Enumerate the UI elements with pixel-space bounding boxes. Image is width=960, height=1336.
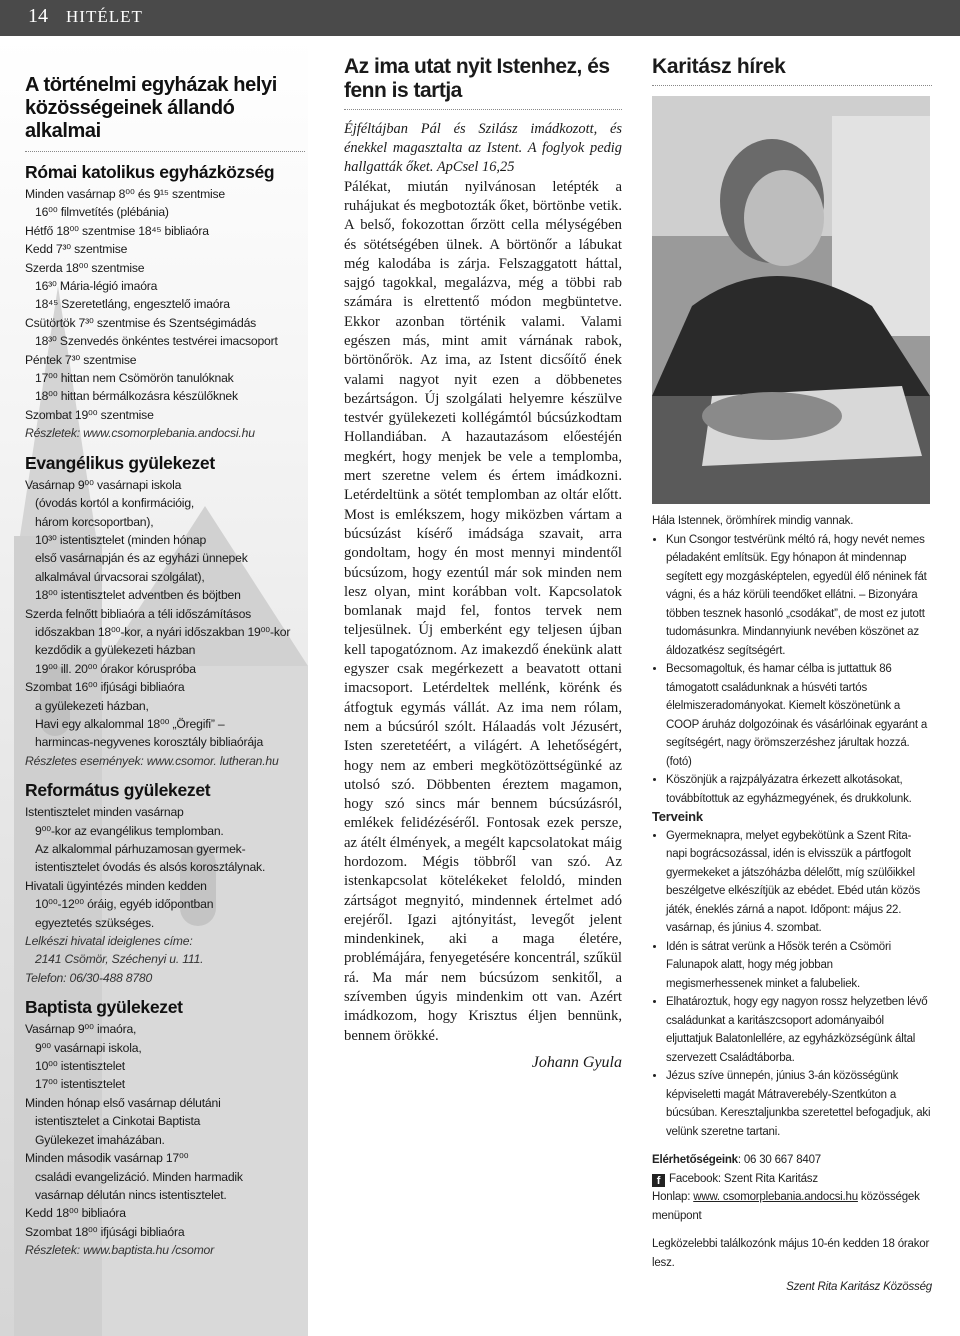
page-number: 14	[28, 5, 48, 27]
website-suffix: közösségek menüpont	[652, 1191, 920, 1222]
lutheran-heading: Evangélikus gyülekezet	[25, 452, 215, 473]
schedule-line: 18³⁰ Szenvedés önkéntes testvérei imacsoport	[35, 334, 278, 349]
catholic-website-link[interactable]: Részletek: www.csomorplebania.andocsi.hu	[25, 426, 255, 441]
reformed-heading: Református gyülekezet	[25, 780, 211, 801]
section-name: HITÉLET	[66, 7, 143, 26]
schedule-line: Szerda 18⁰⁰ szentmise	[25, 260, 145, 275]
schedule-line: 16³⁰ Mária-légió imaóra	[35, 279, 158, 294]
schedule-line: istentisztelet a Cinkotai Baptista	[35, 1114, 201, 1129]
facebook-icon: f	[652, 1174, 665, 1187]
schedule-line: alkalmával úrvacsorai szolgálat),	[35, 569, 205, 584]
schedule-line: Szombat 18⁰⁰ ifjúsági bibliaóra	[25, 1224, 185, 1239]
schedule-line: Lelkészi hivatal ideiglenes címe:	[25, 934, 193, 949]
list-item: • Elhatároztuk, hogy egy nagyon rossz helyzetben lévő családunkat a karitászcsoport adományaiból eljuttatjuk Balatonlellére, az egyházközségünk által szervezett Családtáborba.	[666, 993, 932, 1067]
website-line	[652, 1188, 932, 1225]
website-link[interactable]: www. csomorplebania.andocsi.hu	[693, 1191, 858, 1203]
news-intro: Hála Istennek, örömhírek mindig vannak.	[652, 515, 854, 527]
schedule-line: első vasárnapján és az egyházi ünnepek	[35, 551, 248, 566]
plans-list	[652, 827, 932, 1142]
schedule-line: 10⁰⁰ istentisztelet	[35, 1059, 125, 1074]
list-item: • Becsomagoltuk, és hamar célba is juttattuk 86 támogatott családunknak a húsvéti tartós élelmiszeradományokat. Kiemelt köszönetünk a COOP áruház dolgozóinak és vásárlóinak egyaránt a segítségért, nagy örömszerzéshez járultak hozzá. (fotó)	[666, 660, 932, 771]
schedule-line: Minden hónap első vasárnap délutáni	[25, 1095, 221, 1110]
schedule-line: Minden vasárnap 8⁰⁰ és 9¹⁵ szentmise	[25, 187, 226, 201]
lutheran-website-link[interactable]: Részletes események: www.csomor. lutheran.hu	[25, 753, 279, 768]
schedule-line: Telefon: 06/30-488 8780	[25, 970, 153, 985]
article-body: Pálékat, miután nyilvánosan letépték a ruhájukat és megbotozták őket, börtönbe vetik. A belső, fokozottan őrzött cella mélységében és sötétségében ülnek. A börtönőr a lábukat még kalodába is zárja. Felszaggatott háttal, sajgó tagokkal, megalázva, még a többi rab számára is elrettentő módon megbüntetve. Ekkor azonban történik valami. Valami egészen más, mint amit várnának rabok, börtönőrök. Az ima, az Istent dicsőítő ének valami nagyot nyit ezen a döbbenetes bezártságon. Új szolgálati helyemre készülve testvér gyülekezeti kollégámtól búcsúzkodtam Hollandiában. A hazautazásom előestéjén megkért, hogy menjek be vele a templomba, mert szeretne velem és értem imádkozni. Letérdeltünk a sötét templomban az oltár előtt. Most is emlékszem, hogy miközben vártam a búcsúzást kísérő imádsága szavait, arra gondoltam, hogy én most mennyi mindentől búcsúzom, hogy ezentúl már sok minden nem lesz olyan, mint korábban volt. Kapcsolatok bomlanak majd fel, fontos tervek nem teljesülnek. Új emberként egy teljesen újban kell tapogatóznom. Az imakezdő énekünk alatt egyszer csak megérkezett a beavatott ottani imacsoport. Letérdeltek mellénk, körénk és átfogtuk egymás vállát. Az ima nem rólam, nem a búcsúról szólt. Hálaadás volt Jézusért, Isten szeretetéért, a világért. A lehetőségért, hogy nem az emberi megkötözöttségünké az utolsó szó. Döbbenten éreztem magamon, hogy szó sincs már bennem búcsúzásról, emlékek felidézéséről. Fontosak ezek persze, az átélt élmények, a megélt kapcsolatokat máig hordozom. Mégis többről van szó. Az istenkapcsolat kötelékeket feloldó, minden zártságot megnyitó, mindennek értelmet adó erejéről. Igazi ajtónyitást, levegőt jelent mindenkinek, aki a maga életére, problémájára, fenyegetésére koncentrál, szűkül rá. Ma már nem búcsúzom senkitől, a szívemben úgyis mindenkim ott van. Azért imádkozom, hogy Krisztus éljen bennünk, bennem örökké.	[344, 178, 622, 1044]
left-column	[0, 36, 308, 1336]
schedule-line: 18⁰⁰ istentisztelet adventben és böjtben	[35, 588, 241, 603]
schedule-line: 2141 Csömör, Széchenyi u. 111.	[35, 952, 204, 967]
contact-phone: : 06 30 667 8407	[737, 1154, 821, 1166]
contact-label: Elérhetőségeink	[652, 1154, 738, 1166]
charity-news	[652, 512, 932, 1297]
schedule-line: Vasárnap 9⁰⁰ vasárnapi iskola	[25, 477, 182, 492]
charity-signature: Szent Rita Karitász Közösség	[786, 1281, 932, 1293]
article-title: Az ima utat nyit Istenhez, és fenn is tartja	[344, 55, 610, 102]
schedule-list	[25, 74, 305, 1260]
schedule-line: időszakban 18⁰⁰-kor, a nyári időszakban 19⁰⁰-kor	[35, 624, 291, 639]
schedule-line: 17⁰⁰ hittan nem Csömörön tanulóknak	[35, 371, 234, 386]
facebook-link[interactable]: Facebook: Szent Rita Karitász	[669, 1172, 818, 1185]
contact-line	[652, 1151, 932, 1170]
list-item: • Kun Csongor testvérünk méltó rá, hogy nevét nemes péladaként említsük. Egy hónapon át mindennap segített egy mozgásképtelen, egyedül élő néninek fát vágni, és a ház körüli teendőket ellátni. – Bizonyára többen tesznek hasonló „csodákat”, de most ez jutott tudomásunkra. Mindannyiunk nevében köszönet az áldozatkész segítségért.	[666, 531, 932, 661]
list-item: • Idén is sátrat verünk a Hősök terén a Csömöri Falunapok alatt, hogy még jobban megismerhessenek minket a falubeliek.	[666, 938, 932, 994]
schedule-line: Csütörtök 7³⁰ szentmise és Szentségimádás	[25, 315, 257, 330]
schedule-line: 10³⁰ istentisztelet (minden hónap	[35, 532, 207, 547]
schedule-line: Péntek 7³⁰ szentmise	[25, 352, 137, 367]
schedule-line: vasárnap délután nincs istentisztelet.	[35, 1187, 227, 1202]
schedule-line: a gyülekezeti házban,	[35, 698, 149, 713]
charity-column	[652, 55, 932, 1297]
schedule-line: Minden második vasárnap 17⁰⁰	[25, 1151, 189, 1166]
volunteer-photo	[652, 96, 930, 504]
article-column	[344, 55, 622, 1072]
divider	[652, 85, 932, 86]
schedule-line: Gyülekezet imaházában.	[35, 1132, 165, 1147]
schedule-line: Istentisztelet minden vasárnap	[25, 805, 184, 820]
schedule-line: 18⁴⁵ Szeretetláng, engesztelő imaóra	[35, 297, 230, 312]
list-item: • Jézus szíve ünnepén, június 3-án közösségünk képviseletti magát Mátraverebély-Szentkúton a búcsúban. Keresztaljunkba szeretettel befogadjuk, aki velünk szeretne tartani.	[666, 1067, 932, 1141]
article-signature: Johann Gyula	[531, 1053, 622, 1071]
schedule-line: Vasárnap 9⁰⁰ imaóra,	[25, 1022, 137, 1037]
page-header	[0, 0, 960, 36]
schedule-line: (óvodás kortól a konfirmációig,	[35, 496, 195, 511]
facebook-line[interactable]	[652, 1170, 932, 1189]
schedule-line: egyeztetés szükséges.	[35, 915, 155, 930]
schedule-line: Hétfő 18⁰⁰ szentmise 18⁴⁵ bibliaóra	[25, 223, 209, 238]
schedule-line: Havi egy alkalommal 18⁰⁰ „Öregifi” –	[35, 716, 225, 731]
schedule-line: 9⁰⁰-kor az evangélikus templomban.	[35, 823, 224, 838]
news-list	[652, 531, 932, 809]
schedule-line: Kedd 7³⁰ szentmise	[25, 242, 128, 257]
schedule-line: Az alkalommal párhuzamosan gyermek-	[35, 842, 246, 856]
schedule-title: A történelmi egyházak helyi közösségeinek állandó alkalmai	[25, 74, 277, 142]
list-item: • Gyermeknapra, melyet egybekötünk a Szent Rita-napi bográcsozással, idén is elvisszük a pártfogolt gyermekeket a játszóházba délelőtt, míg szülőikkel beszélgetve elkészítjük az ebédet. Ebéd után közös játék, éneklés zárná a napot. Időpont: május 22. vasárnap, és június 4. szombat.	[666, 827, 932, 938]
schedule-line: Szombat 16⁰⁰ ifjúsági bibliaóra	[25, 680, 185, 695]
schedule-line: Szombat 19⁰⁰ szentmise	[25, 407, 154, 422]
schedule-line: három korcsoportban),	[35, 514, 154, 529]
list-item: • Köszönjük a rajzpályázatra érkezett alkotásokat, továbbítottuk az egyházmegyének, és drukkolunk.	[666, 771, 932, 808]
baptist-heading: Baptista gyülekezet	[25, 997, 183, 1018]
catholic-heading: Római katolikus egyházközség	[25, 162, 275, 182]
charity-title: Karitász hírek	[652, 55, 786, 78]
volunteer-photo-image	[652, 96, 930, 504]
article-lead: Éjféltájban Pál és Szilász imádkozott, és énekkel magasztalta az Istent. A foglyok pedig hallgatták őket. ApCsel 16,25	[344, 121, 622, 176]
schedule-line: kezdődik a gyülekezeti házban	[35, 643, 196, 658]
website-label: Honlap:	[652, 1191, 694, 1203]
divider	[344, 109, 622, 110]
schedule-line: Hivatali ügyintézés minden kedden	[25, 878, 207, 893]
schedule-line: 16⁰⁰ filmvetítés (plébánia)	[35, 205, 169, 220]
schedule-line: családi evangelizáció. Minden harmadik	[35, 1169, 243, 1184]
schedule-line: 9⁰⁰ vasárnapi iskola,	[35, 1040, 142, 1055]
plans-heading: Terveink	[652, 809, 703, 824]
schedule-line: 17⁰⁰ istentisztelet	[35, 1077, 125, 1092]
schedule-line: Kedd 18⁰⁰ bibliaóra	[25, 1206, 126, 1221]
schedule-line: 10⁰⁰-12⁰⁰ óráig, egyéb időpontban	[35, 897, 214, 912]
schedule-line: Szerda felnőtt bibliaóra a téli időszámításos	[25, 606, 252, 621]
baptist-website-link[interactable]: Részletek: www.baptista.hu /csomor	[25, 1243, 214, 1258]
schedule-line: harmincas-negyvenes korosztály bibliaórája	[35, 735, 264, 750]
next-meeting: Legközelebbi találkozónk május 10-én kedden 18 órakor lesz.	[652, 1238, 930, 1269]
schedule-line: 18⁰⁰ hittan bérmálkozásra készülőknek	[35, 389, 238, 404]
schedule-line: istentisztelet óvodás és alsós korosztálynak.	[35, 860, 266, 875]
schedule-line: 19⁰⁰ ill. 20⁰⁰ órakor kóruspróba	[35, 661, 196, 676]
divider	[25, 151, 305, 152]
